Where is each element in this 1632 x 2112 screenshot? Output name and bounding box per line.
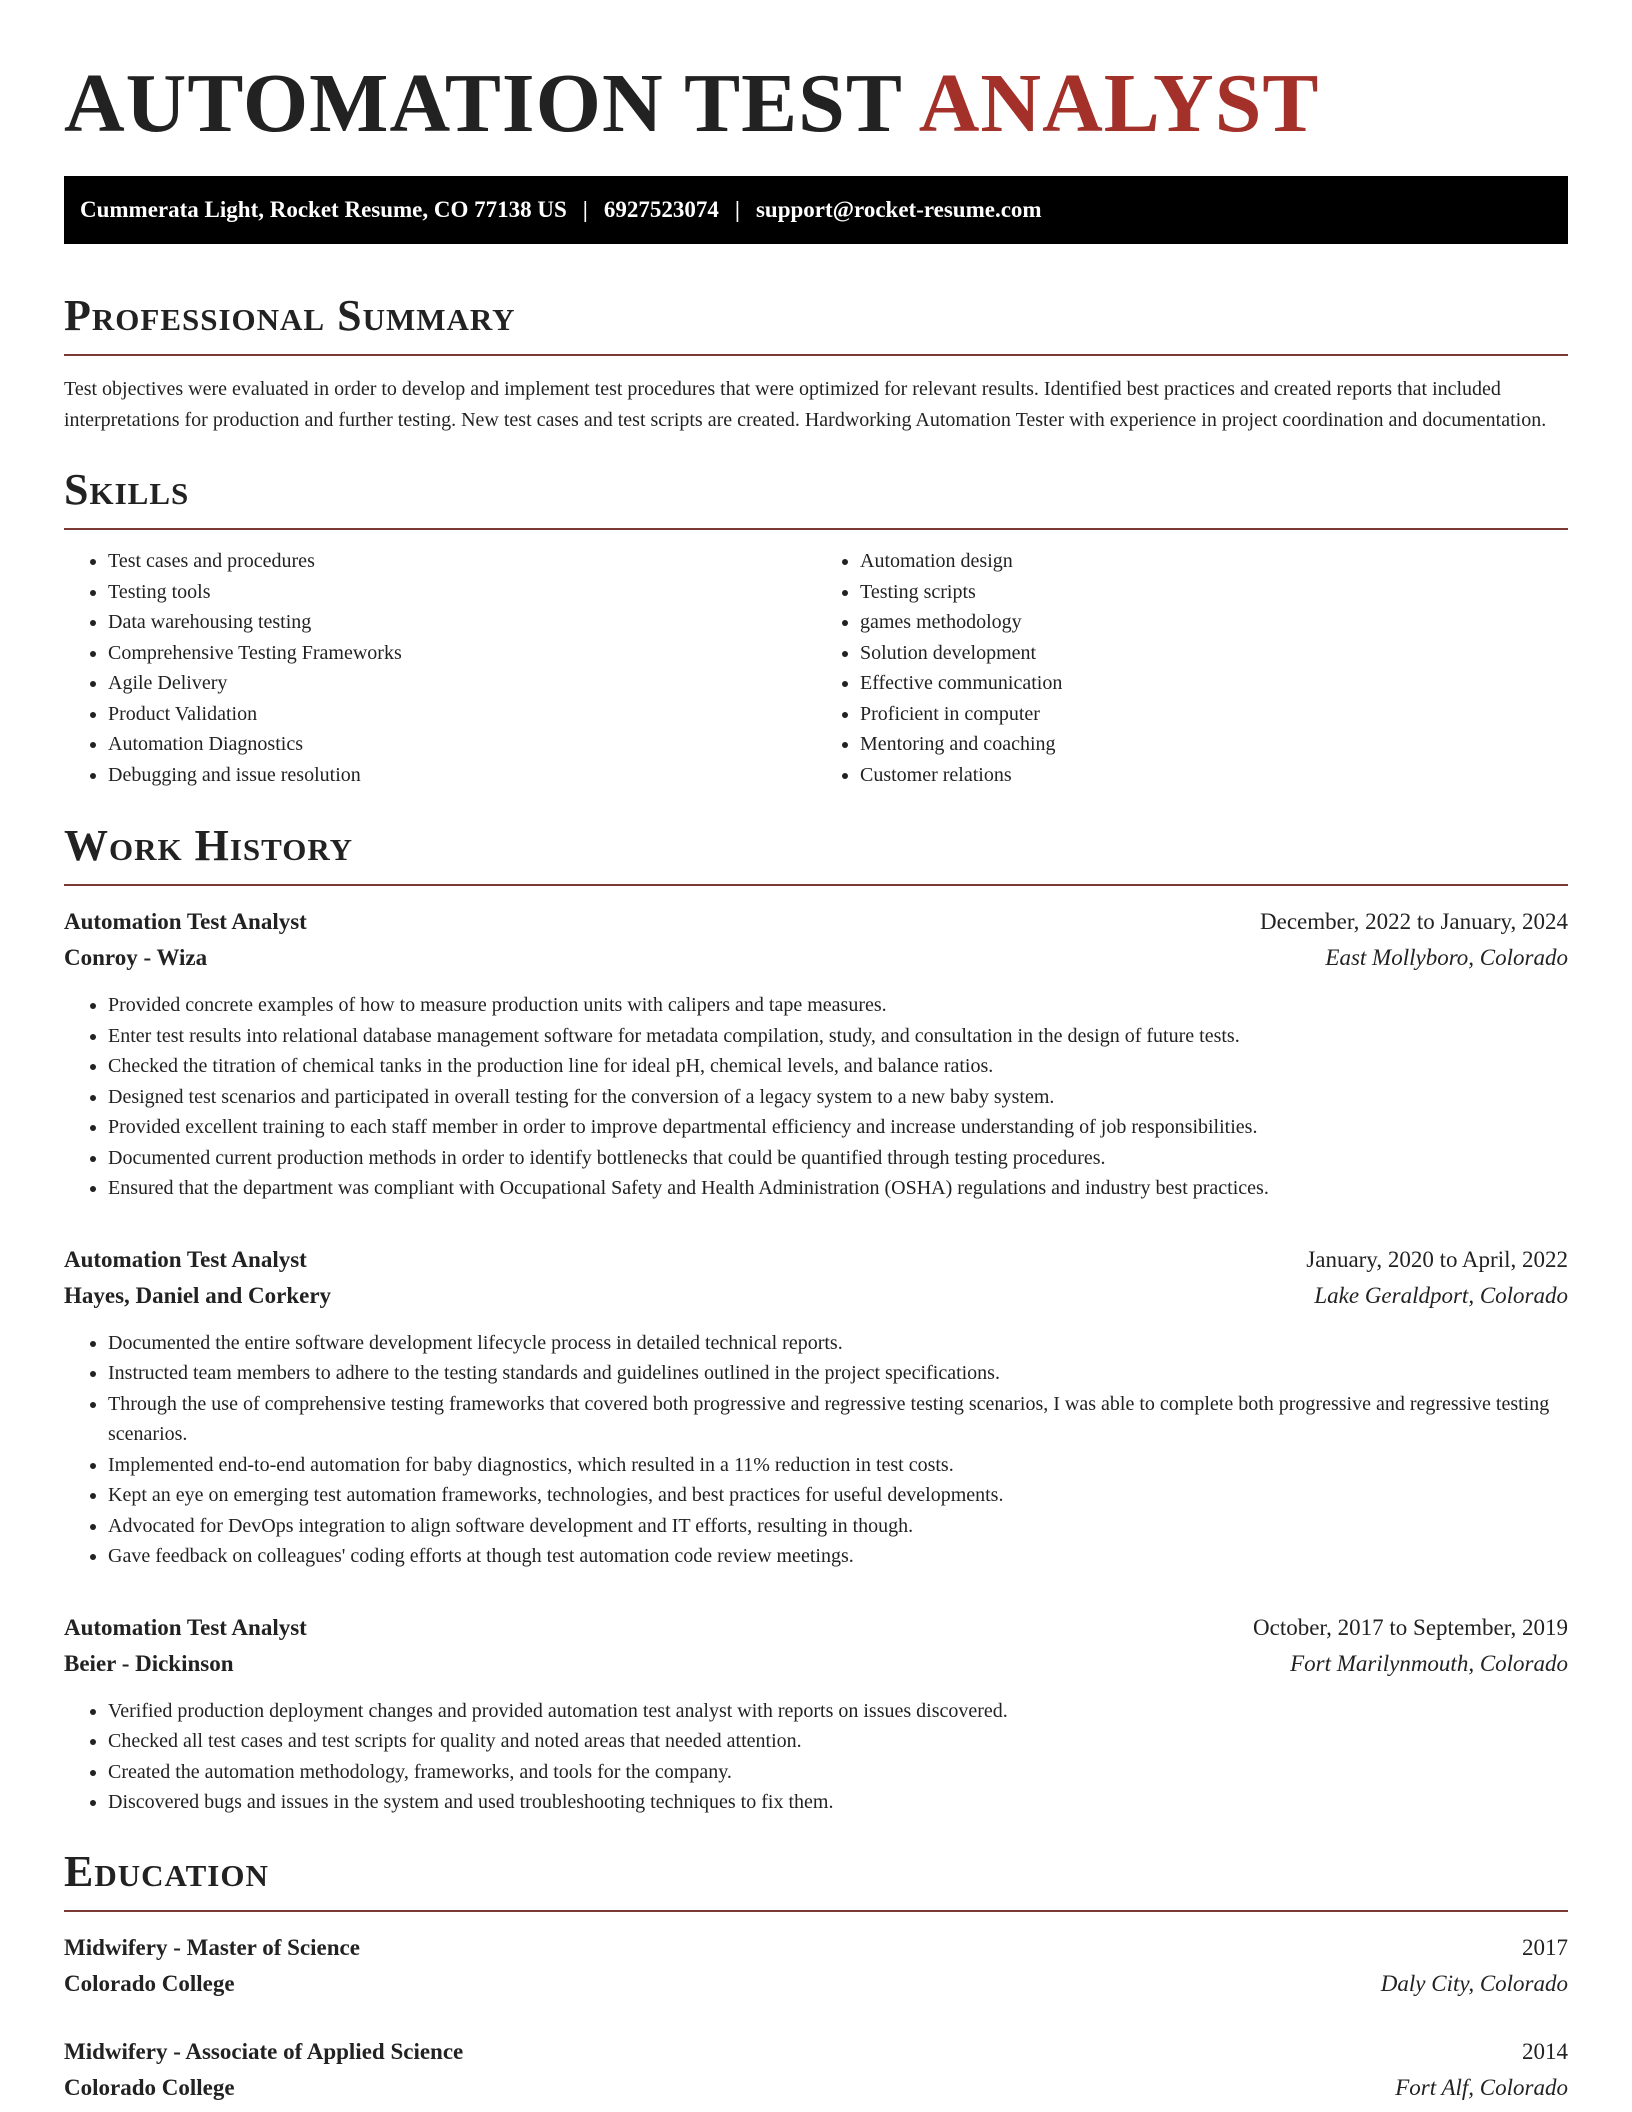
- skill-item: • Testing tools: [108, 577, 816, 608]
- education-entry: [64, 2034, 1568, 2106]
- job-entry: [64, 1242, 1568, 1572]
- education-school-row: [64, 1966, 1568, 2002]
- education-year: 2017: [1522, 1934, 1568, 1960]
- job-dates: October, 2017 to September, 2019: [1253, 1614, 1568, 1640]
- skill-item: • Data warehousing testing: [108, 607, 816, 638]
- education-school-row: [64, 2070, 1568, 2106]
- job-header-row: [64, 904, 1568, 940]
- education-degree: Midwifery - Master of Science: [64, 1934, 360, 1960]
- contact-email: support@rocket-resume.com: [755, 197, 1042, 222]
- work-history-heading: Work History: [64, 821, 354, 870]
- skill-item: • Effective communication: [860, 668, 1568, 699]
- contact-address: Cummerata Light, Rocket Resume, CO 77138 US: [80, 197, 567, 222]
- job-dates: January, 2020 to April, 2022: [1306, 1246, 1568, 1272]
- contact-separator: |: [734, 197, 740, 222]
- job-bullet: • Provided excellent training to each staff member in order to improve departmental efficiency and increase understanding of job responsibilities.: [108, 1112, 1568, 1143]
- section-divider: [64, 884, 1568, 886]
- job-bullet: • Ensured that the department was compliant with Occupational Safety and Health Administration (OSHA) regulations and industry best practices.: [108, 1173, 1568, 1204]
- skills-list: [64, 546, 1568, 790]
- job-company-row: [64, 1646, 1568, 1682]
- section-divider: [64, 528, 1568, 530]
- job-location: Fort Marilynmouth, Colorado: [1290, 1650, 1568, 1676]
- job-bullet: • Designed test scenarios and participated in overall testing for the conversion of a legacy system to a new baby system.: [108, 1082, 1568, 1113]
- job-dates: December, 2022 to January, 2024: [1260, 909, 1568, 934]
- job-bullet: • Verified production deployment changes and provided automation test analyst with reports on issues discovered.: [108, 1696, 1568, 1727]
- contact-phone: 6927523074: [603, 197, 719, 222]
- skill-item: • games methodology: [860, 607, 1568, 638]
- job-bullet: • Documented the entire software development lifecycle process in detailed technical reports.: [108, 1328, 1568, 1359]
- skills-column-left: [64, 546, 816, 790]
- job-title: Automation Test Analyst: [64, 1246, 307, 1272]
- job-company-row: [64, 1278, 1568, 1314]
- job-bullet: • Advocated for DevOps integration to align software development and IT efforts, resulting in though.: [108, 1511, 1568, 1542]
- job-bullet: • Created the automation methodology, frameworks, and tools for the company.: [108, 1757, 1568, 1788]
- section-divider: [64, 354, 1568, 356]
- skill-item: • Solution development: [860, 638, 1568, 669]
- education-heading: Education: [64, 1846, 269, 1896]
- skill-item: • Automation Diagnostics: [108, 729, 816, 760]
- job-bullet: • Checked the titration of chemical tanks in the production line for ideal pH, chemical levels, and balance ratios.: [108, 1051, 1568, 1082]
- job-bullet: • Provided concrete examples of how to measure production units with calipers and tape measures.: [108, 990, 1568, 1021]
- skill-item: • Mentoring and coaching: [860, 729, 1568, 760]
- job-bullet: • Implemented end-to-end automation for baby diagnostics, which resulted in a 11% reduction in test costs.: [108, 1450, 1568, 1481]
- education-location: Fort Alf, Colorado: [1395, 2074, 1568, 2100]
- job-title: Automation Test Analyst: [64, 909, 307, 934]
- skill-item: • Product Validation: [108, 699, 816, 730]
- education-entry: [64, 1930, 1568, 2002]
- education-header-row: [64, 1930, 1568, 1966]
- job-bullet: • Discovered bugs and issues in the system and used troubleshooting techniques to fix them.: [108, 1787, 1568, 1818]
- job-header-row: [64, 1242, 1568, 1278]
- skill-item: • Test cases and procedures: [108, 546, 816, 577]
- job-company: Hayes, Daniel and Corkery: [64, 1282, 332, 1308]
- section-divider: [64, 1910, 1568, 1912]
- education-school: Colorado College: [64, 2074, 235, 2100]
- job-entry: [64, 1610, 1568, 1818]
- contact-bar: [64, 176, 1568, 244]
- job-bullet: • Gave feedback on colleagues' coding efforts at though test automation code review meetings.: [108, 1541, 1568, 1572]
- skill-item: • Proficient in computer: [860, 699, 1568, 730]
- job-responsibilities: [64, 1328, 1568, 1572]
- job-entry: [64, 904, 1568, 1204]
- job-header-row: [64, 1610, 1568, 1646]
- skill-item: • Agile Delivery: [108, 668, 816, 699]
- skills-column-right: [816, 546, 1568, 790]
- education-location: Daly City, Colorado: [1380, 1970, 1568, 1996]
- job-bullet: • Checked all test cases and test scripts for quality and noted areas that needed attention.: [108, 1726, 1568, 1757]
- resume-title: [64, 56, 1568, 152]
- contact-separator: |: [582, 197, 588, 222]
- job-bullet: • Kept an eye on emerging test automation frameworks, technologies, and best practices for useful developments.: [108, 1480, 1568, 1511]
- skill-item: • Debugging and issue resolution: [108, 760, 816, 791]
- skills-heading: Skills: [64, 465, 190, 514]
- skill-item: • Testing scripts: [860, 577, 1568, 608]
- job-company-row: [64, 940, 1568, 976]
- job-title: Automation Test Analyst: [64, 1614, 307, 1640]
- skill-item: • Comprehensive Testing Frameworks: [108, 638, 816, 669]
- job-bullet: • Instructed team members to adhere to the testing standards and guidelines outlined in the project specifications.: [108, 1358, 1568, 1389]
- summary-text: Test objectives were evaluated in order to develop and implement test procedures that were optimized for relevant results. Identified best practices and created reports that included interpretations for production and further testing. New test cases and test scripts are created. Hardworking Automation Tester with experience in project coordination and documentation.: [64, 378, 1547, 431]
- education-school: Colorado College: [64, 1970, 235, 1996]
- job-bullet: • Through the use of comprehensive testing frameworks that covered both progressive and regressive testing scenarios, I was able to complete both progressive and regressive testing scenarios.: [108, 1389, 1568, 1450]
- job-bullet: • Documented current production methods in order to identify bottlenecks that could be quantified through testing procedures.: [108, 1143, 1568, 1174]
- job-company: Beier - Dickinson: [64, 1650, 234, 1676]
- education-degree: Midwifery - Associate of Applied Science: [64, 2038, 464, 2064]
- job-company: Conroy - Wiza: [64, 945, 208, 970]
- summary-heading: Professional Summary: [64, 291, 516, 340]
- skill-item: • Automation design: [860, 546, 1568, 577]
- job-responsibilities: [64, 990, 1568, 1204]
- job-location: Lake Geraldport, Colorado: [1314, 1282, 1568, 1308]
- job-responsibilities: [64, 1696, 1568, 1818]
- skill-item: • Customer relations: [860, 760, 1568, 791]
- education-header-row: [64, 2034, 1568, 2070]
- education-year: 2014: [1522, 2038, 1568, 2064]
- title-main: AUTOMATION TEST: [64, 57, 902, 150]
- title-accent: ANALYST: [918, 57, 1320, 150]
- job-location: East Mollyboro, Colorado: [1325, 945, 1568, 970]
- job-bullet: • Enter test results into relational database management software for metadata compilation, study, and consultation in the design of future tests.: [108, 1021, 1568, 1052]
